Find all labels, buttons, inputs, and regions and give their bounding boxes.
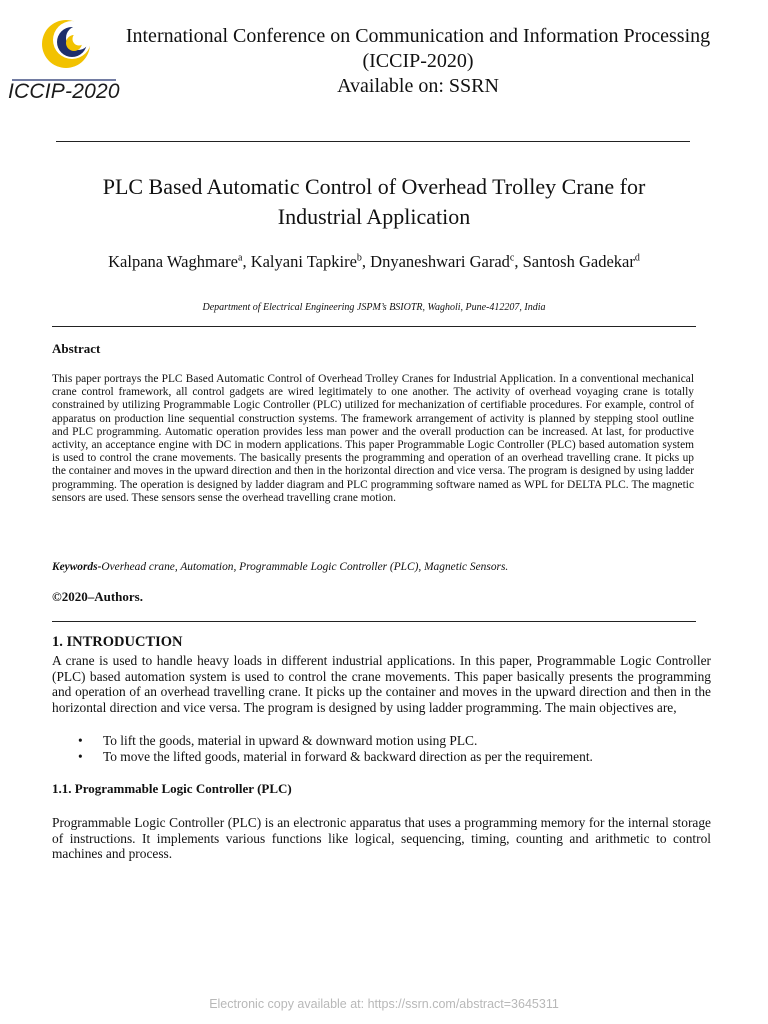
objectives-list [52,733,712,765]
plc-section-heading: 1.1. Programmable Logic Controller (PLC) [52,781,292,796]
copyright-notice: ©2020–Authors. [52,589,143,604]
author-name: Kalyani Tapkire [250,252,357,271]
conference-name: International Conference on Communication and Information Processing [125,25,711,47]
ssrn-footer-link[interactable]: Electronic copy available at: https://ssrn.com/abstract=3645311 [209,997,559,1011]
abstract-top-divider [52,326,696,327]
paper-title [40,172,708,232]
list-item-text: To move the lifted goods, material in forward & backward direction as per the requirement. [103,749,593,764]
author-affiliation-mark: c [509,252,515,264]
affiliation: Department of Electrical Engineering JSPM’s BSIOTR, Wagholi, Pune-412207, India [202,302,546,313]
introduction-text: A crane is used to handle heavy loads in different industrial applications. In this paper, Programmable Logic Controller (PLC) based automation system is used to control the crane movements. This paper basically presents the programming and operation of an overhead travelling crane. It picks up the container and moves in the upward direction and then in the horizontal direction and vice versa. The program is designed by using ladder programming. The main objectives are, [52,653,711,715]
conference-acronym: (ICCIP-2020) [362,50,474,72]
paper-title-line-1: PLC Based Automatic Control of Overhead Trolley Crane for [102,174,646,199]
list-item [52,733,712,749]
conference-header [118,24,718,99]
crescent-logo-icon [8,18,120,82]
author-name: Santosh Gadekar [522,252,635,271]
abstract-heading: Abstract [52,341,101,356]
list-item-text: To lift the goods, material in upward & downward motion using PLC. [103,733,478,748]
keywords-label: Keywords- [52,561,102,573]
abstract-text: This paper portrays the PLC Based Automatic Control of Overhead Trolley Cranes for Industrial Application. In a conventional mechanical crane control framework, all control gadgets are wired legitimately to one another. The activity of overhead voyaging crane is totally constrained by utilizing Programmable Logic Controller (PLC) utilized for mechanization of certifiable procedures. For example, control of apparatus on production line sequential construction systems. The framework arrangement of activity is planned by stepping stool outline and PLC programming. Automatic operation provides less man power and the overall production can be increased. At last, for productive activity, an acceptance engine with DC in modern applications. This paper Programmable Logic Controller (PLC) based automation system is used to control the crane movements. The basically presents the programming and operation of an overhead travelling crane. It picks up the container and moves in the upward direction and then in the horizontal direction and vice versa. The program is designed by using ladder programming. The operation is designed by ladder diagram and PLC programming software named as WPL for DELTA PLC. The magnetic sensors are used. These sensors sense the overhead travelling crane motion. [52,373,694,504]
author-affiliation-mark: d [634,252,640,264]
conference-logo [8,18,120,108]
list-item [52,749,712,765]
keywords-line [52,561,694,573]
bullet-icon: • [78,733,83,748]
abstract-bottom-divider [52,621,696,622]
logo-text: ICCIP-2020 [8,80,120,103]
author-affiliation-mark: b [356,252,362,264]
keywords-text: Overhead crane, Automation, Programmable Logic Controller (PLC), Magnetic Sensors. [101,561,509,573]
plc-section-text: Programmable Logic Controller (PLC) is an electronic apparatus that uses a programming memory for the internal storage of instructions. It implements various functions like logical, sequencing, timing, counting and arithmetic to control machines and process. [52,815,711,862]
bullet-icon: • [78,749,83,764]
author-affiliation-mark: a [237,252,243,264]
paper-title-line-2: Industrial Application [277,204,471,229]
header-divider [56,141,690,142]
author-list: Kalpana Waghmare$^a$, Kalyani Tapkire$^b$, Dnyaneshwari Garad$^c$, Santosh Gadekar$^d$ [108,252,640,271]
introduction-heading: 1. INTRODUCTION [52,634,183,650]
availability-note: Available on: SSRN [337,75,499,97]
author-name: Dnyaneshwari Garad [370,252,510,271]
author-name: Kalpana Waghmare [108,252,238,271]
